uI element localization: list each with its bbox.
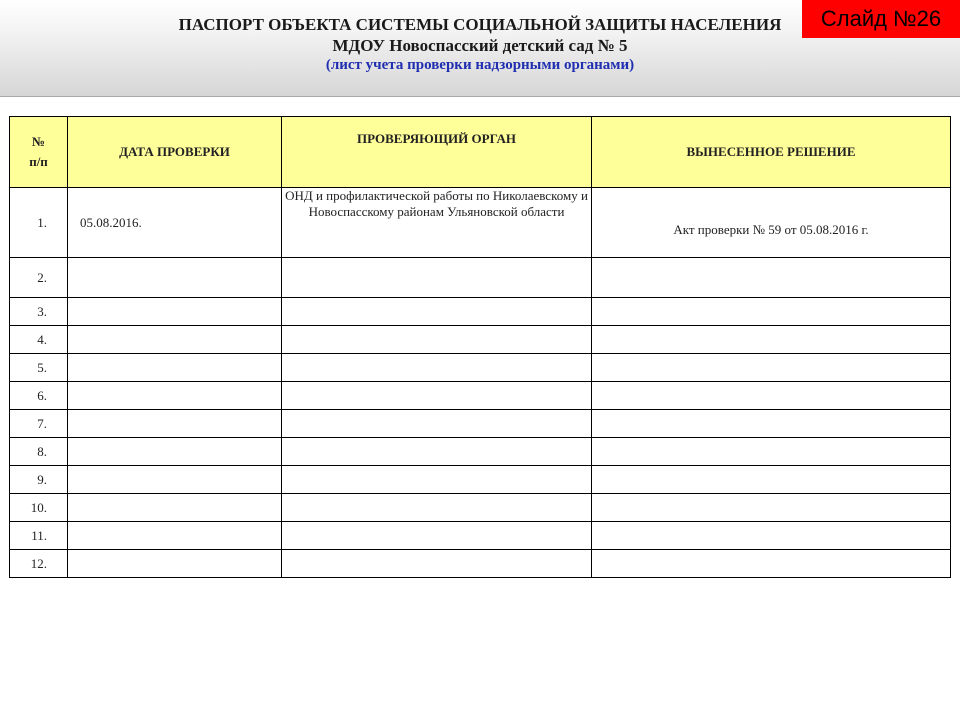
page-title: ПАСПОРТ ОБЪЕКТА СИСТЕМЫ СОЦИАЛЬНОЙ ЗАЩИТЫ НАСЕЛЕНИЯ: [178, 15, 782, 34]
row-decision: [592, 258, 951, 298]
row-number: 6.: [10, 382, 68, 410]
row-organ: [282, 298, 592, 326]
row-number: 3.: [10, 298, 68, 326]
row-organ: [282, 438, 592, 466]
row-organ: [282, 522, 592, 550]
row-organ: [282, 258, 592, 298]
row-date: 05.08.2016.: [68, 188, 282, 258]
row-organ: [282, 466, 592, 494]
row-number: 8.: [10, 438, 68, 466]
row-organ: ОНД и профилактической работы по Николаевскому и Новоспасскому районам Ульяновской области: [282, 188, 592, 258]
table-row: [10, 522, 951, 550]
row-decision: [592, 466, 951, 494]
row-number: 9.: [10, 466, 68, 494]
row-number: 2.: [10, 258, 68, 298]
table-row: [10, 438, 951, 466]
row-organ: [282, 494, 592, 522]
col-header-decision: ВЫНЕСЕННОЕ РЕШЕНИЕ: [592, 117, 951, 188]
row-organ: [282, 550, 592, 578]
row-decision: [592, 354, 951, 382]
row-date: [68, 522, 282, 550]
table-row: [10, 258, 951, 298]
row-decision: [592, 410, 951, 438]
table-row: [10, 188, 951, 258]
row-number: 11.: [10, 522, 68, 550]
col-header-date: ДАТА ПРОВЕРКИ: [68, 117, 282, 188]
col-header-organ: ПРОВЕРЯЮЩИЙ ОРГАН: [282, 117, 592, 188]
table-row: [10, 550, 951, 578]
row-number: 10.: [10, 494, 68, 522]
row-decision: [592, 522, 951, 550]
table-row: [10, 354, 951, 382]
col-header-number-sign: №: [31, 134, 46, 149]
row-decision: Акт проверки № 59 от 05.08.2016 г.: [592, 188, 951, 258]
row-organ: [282, 354, 592, 382]
row-decision: [592, 494, 951, 522]
row-date: [68, 438, 282, 466]
row-date: [68, 410, 282, 438]
table-row: [10, 410, 951, 438]
row-number: 1.: [10, 188, 68, 258]
row-date: [68, 326, 282, 354]
row-number: 7.: [10, 410, 68, 438]
row-number: 12.: [10, 550, 68, 578]
row-decision: [592, 438, 951, 466]
table-row: [10, 466, 951, 494]
row-number: 4.: [10, 326, 68, 354]
table-row: [10, 298, 951, 326]
row-date: [68, 298, 282, 326]
table-header-row: [10, 117, 951, 188]
slide-number-badge: Слайд №26: [802, 0, 960, 38]
row-date: [68, 258, 282, 298]
row-date: [68, 354, 282, 382]
row-organ: [282, 326, 592, 354]
inspection-table: [9, 116, 951, 578]
row-decision: [592, 298, 951, 326]
table-row: [10, 326, 951, 354]
table-row: [10, 494, 951, 522]
col-header-number: [10, 117, 68, 188]
row-date: [68, 494, 282, 522]
row-decision: [592, 326, 951, 354]
table-row: [10, 382, 951, 410]
row-organ: [282, 382, 592, 410]
row-decision: [592, 550, 951, 578]
row-date: [68, 550, 282, 578]
row-decision: [592, 382, 951, 410]
row-organ: [282, 410, 592, 438]
row-date: [68, 466, 282, 494]
page-subtitle-org: МДОУ Новоспасский детский сад № 5: [332, 36, 628, 55]
page-subtitle-sheet: (лист учета проверки надзорными органами): [325, 57, 635, 73]
col-header-number-pp: п/п: [29, 154, 48, 169]
row-number: 5.: [10, 354, 68, 382]
row-date: [68, 382, 282, 410]
